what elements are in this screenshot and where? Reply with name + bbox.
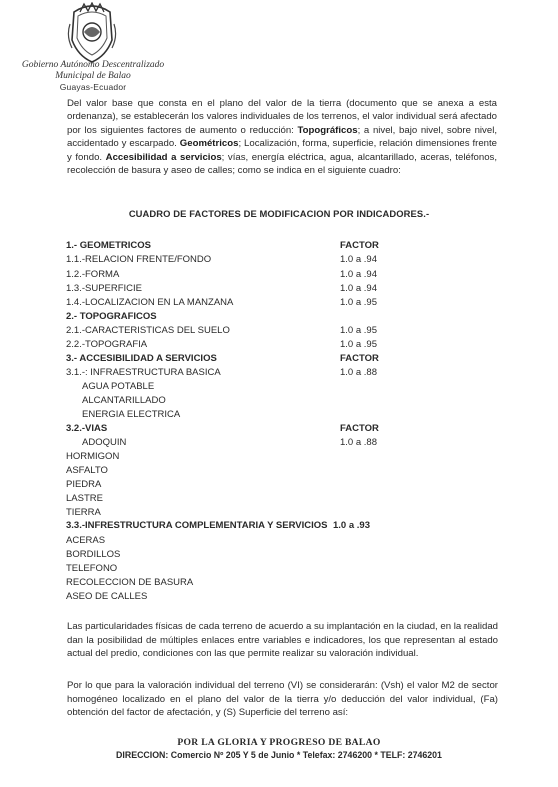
table-row-label: 3.1.-: INFRAESTRUCTURA BASICA <box>66 367 221 378</box>
intro-text-2: ; a nivel, bajo nivel, sobre nivel, accidentado y escarpado. <box>67 124 497 150</box>
table-row-label: 1.2.-FORMA <box>66 269 120 280</box>
intro-bold-3: Accesibilidad a servicios <box>105 151 222 163</box>
org-city: Guayas-Ecuador <box>59 82 127 92</box>
paragraph-valoracion: Por lo que para la valoración individual del terreno (VI) se considerarán: (Vsh) el valor M2 de sector homogéneo localizado en el plano del valor de la tierra y/o deducción del valor individual, (Fa) obtención del factor de afectación, y (S) Superficie del terreno así: <box>67 680 498 719</box>
municipal-seal-icon <box>66 2 118 64</box>
organization-name <box>0 60 186 93</box>
table-row-factor: 1.0 a .88 <box>340 367 377 378</box>
table-row-label: ADOQUIN <box>82 437 127 448</box>
table-row-label: TELEFONO <box>66 563 118 574</box>
table-row-label: 1.3.-SUPERFICIE <box>66 283 143 294</box>
table-row-label: 1.1.-RELACION FRENTE/FONDO <box>66 254 212 265</box>
table-row-factor: 1.0 a .93 <box>333 520 370 531</box>
intro-bold-2: Geométricos <box>179 138 239 150</box>
table-title: CUADRO DE FACTORES DE MODIFICACION POR INDICADORES.- <box>128 208 430 219</box>
table-row-factor: FACTOR <box>340 423 379 434</box>
intro-paragraph <box>67 97 497 177</box>
intro-text-1: Del valor base que consta en el plano del valor de la tierra (documento que se anexa a esta ordenanza), se establecerán los valores individuales de los terrenos, el valor individual será afectado por los siguientes factores de aumento o reducción: <box>67 98 497 136</box>
table-row-label: 2.- TOPOGRAFICOS <box>66 311 157 322</box>
table-row-label: 2.2.-TOPOGRAFIA <box>66 339 148 350</box>
table-row-label: HORMIGON <box>66 451 120 462</box>
table-row-label: ASEO DE CALLES <box>66 591 148 602</box>
table-row-label: 3.- ACCESIBILIDAD A SERVICIOS <box>66 353 217 364</box>
table-row-factor: 1.0 a .88 <box>340 437 377 448</box>
table-row-label: TIERRA <box>66 507 101 518</box>
table-row-factor: 1.0 a .94 <box>340 254 377 265</box>
paragraph-particularidades: Las particularidades físicas de cada terreno de acuerdo a su implantación en la ciudad, en la realidad dan la posibilidad de múltiples enlaces entre variables e indicadores, los que representan al estado actual del predio, condiciones con las que permite realizar su valoración individual. <box>67 621 498 660</box>
intro-text-3: ; Localización, forma, superficie, relación dimensiones frente y fondo. <box>67 138 497 163</box>
table-row-label: 1.- GEOMETRICOS <box>66 240 151 251</box>
footer-address: DIRECCION: Comercio Nº 205 Y 5 de Junio * Telefax: 2746200 * TELF: 2746201 <box>116 750 442 760</box>
table-row-label: LASTRE <box>66 493 103 504</box>
table-row-factor: FACTOR <box>340 240 379 251</box>
table-row-factor: 1.0 a .94 <box>340 269 377 280</box>
table-row-label: PIEDRA <box>66 479 102 490</box>
table-row-label: 1.4.-LOCALIZACION EN LA MANZANA <box>66 297 234 308</box>
table-row-label: RECOLECCION DE BASURA <box>66 577 194 588</box>
table-row-factor: 1.0 a .94 <box>340 283 377 294</box>
org-line-2: Municipal de Balao <box>55 71 131 81</box>
table-row-label: ALCANTARILLADO <box>82 395 166 406</box>
table-row-label: ASFALTO <box>66 465 108 476</box>
table-row-label: AGUA POTABLE <box>82 381 155 392</box>
table-row-factor: FACTOR <box>340 353 379 364</box>
table-row-factor: 1.0 a .95 <box>340 297 377 308</box>
table-row-label: ENERGIA ELECTRICA <box>82 409 181 420</box>
table-row-label: 2.1.-CARACTERISTICAS DEL SUELO <box>66 325 230 336</box>
table-row-label: 3.3.-INFRESTRUCTURA COMPLEMENTARIA Y SERVICIOS <box>66 520 328 531</box>
footer-motto: POR LA GLORIA Y PROGRESO DE BALAO <box>177 737 381 748</box>
intro-text-4: ; vías, energía eléctrica, agua, alcantarillado, aceras, teléfonos, recolección de basura y aseo de calles; como se indica en el siguiente cuadro: <box>67 151 497 177</box>
intro-bold-1: Topográficos <box>297 124 358 136</box>
table-row-factor: 1.0 a .95 <box>340 339 377 350</box>
table-row-label: ACERAS <box>66 535 106 546</box>
table-row-factor: 1.0 a .95 <box>340 325 377 336</box>
table-row-label: BORDILLOS <box>66 549 121 560</box>
org-line-1: Gobierno Autónomo Descentralizado <box>21 60 165 70</box>
table-row-label: 3.2.-VIAS <box>66 423 108 434</box>
